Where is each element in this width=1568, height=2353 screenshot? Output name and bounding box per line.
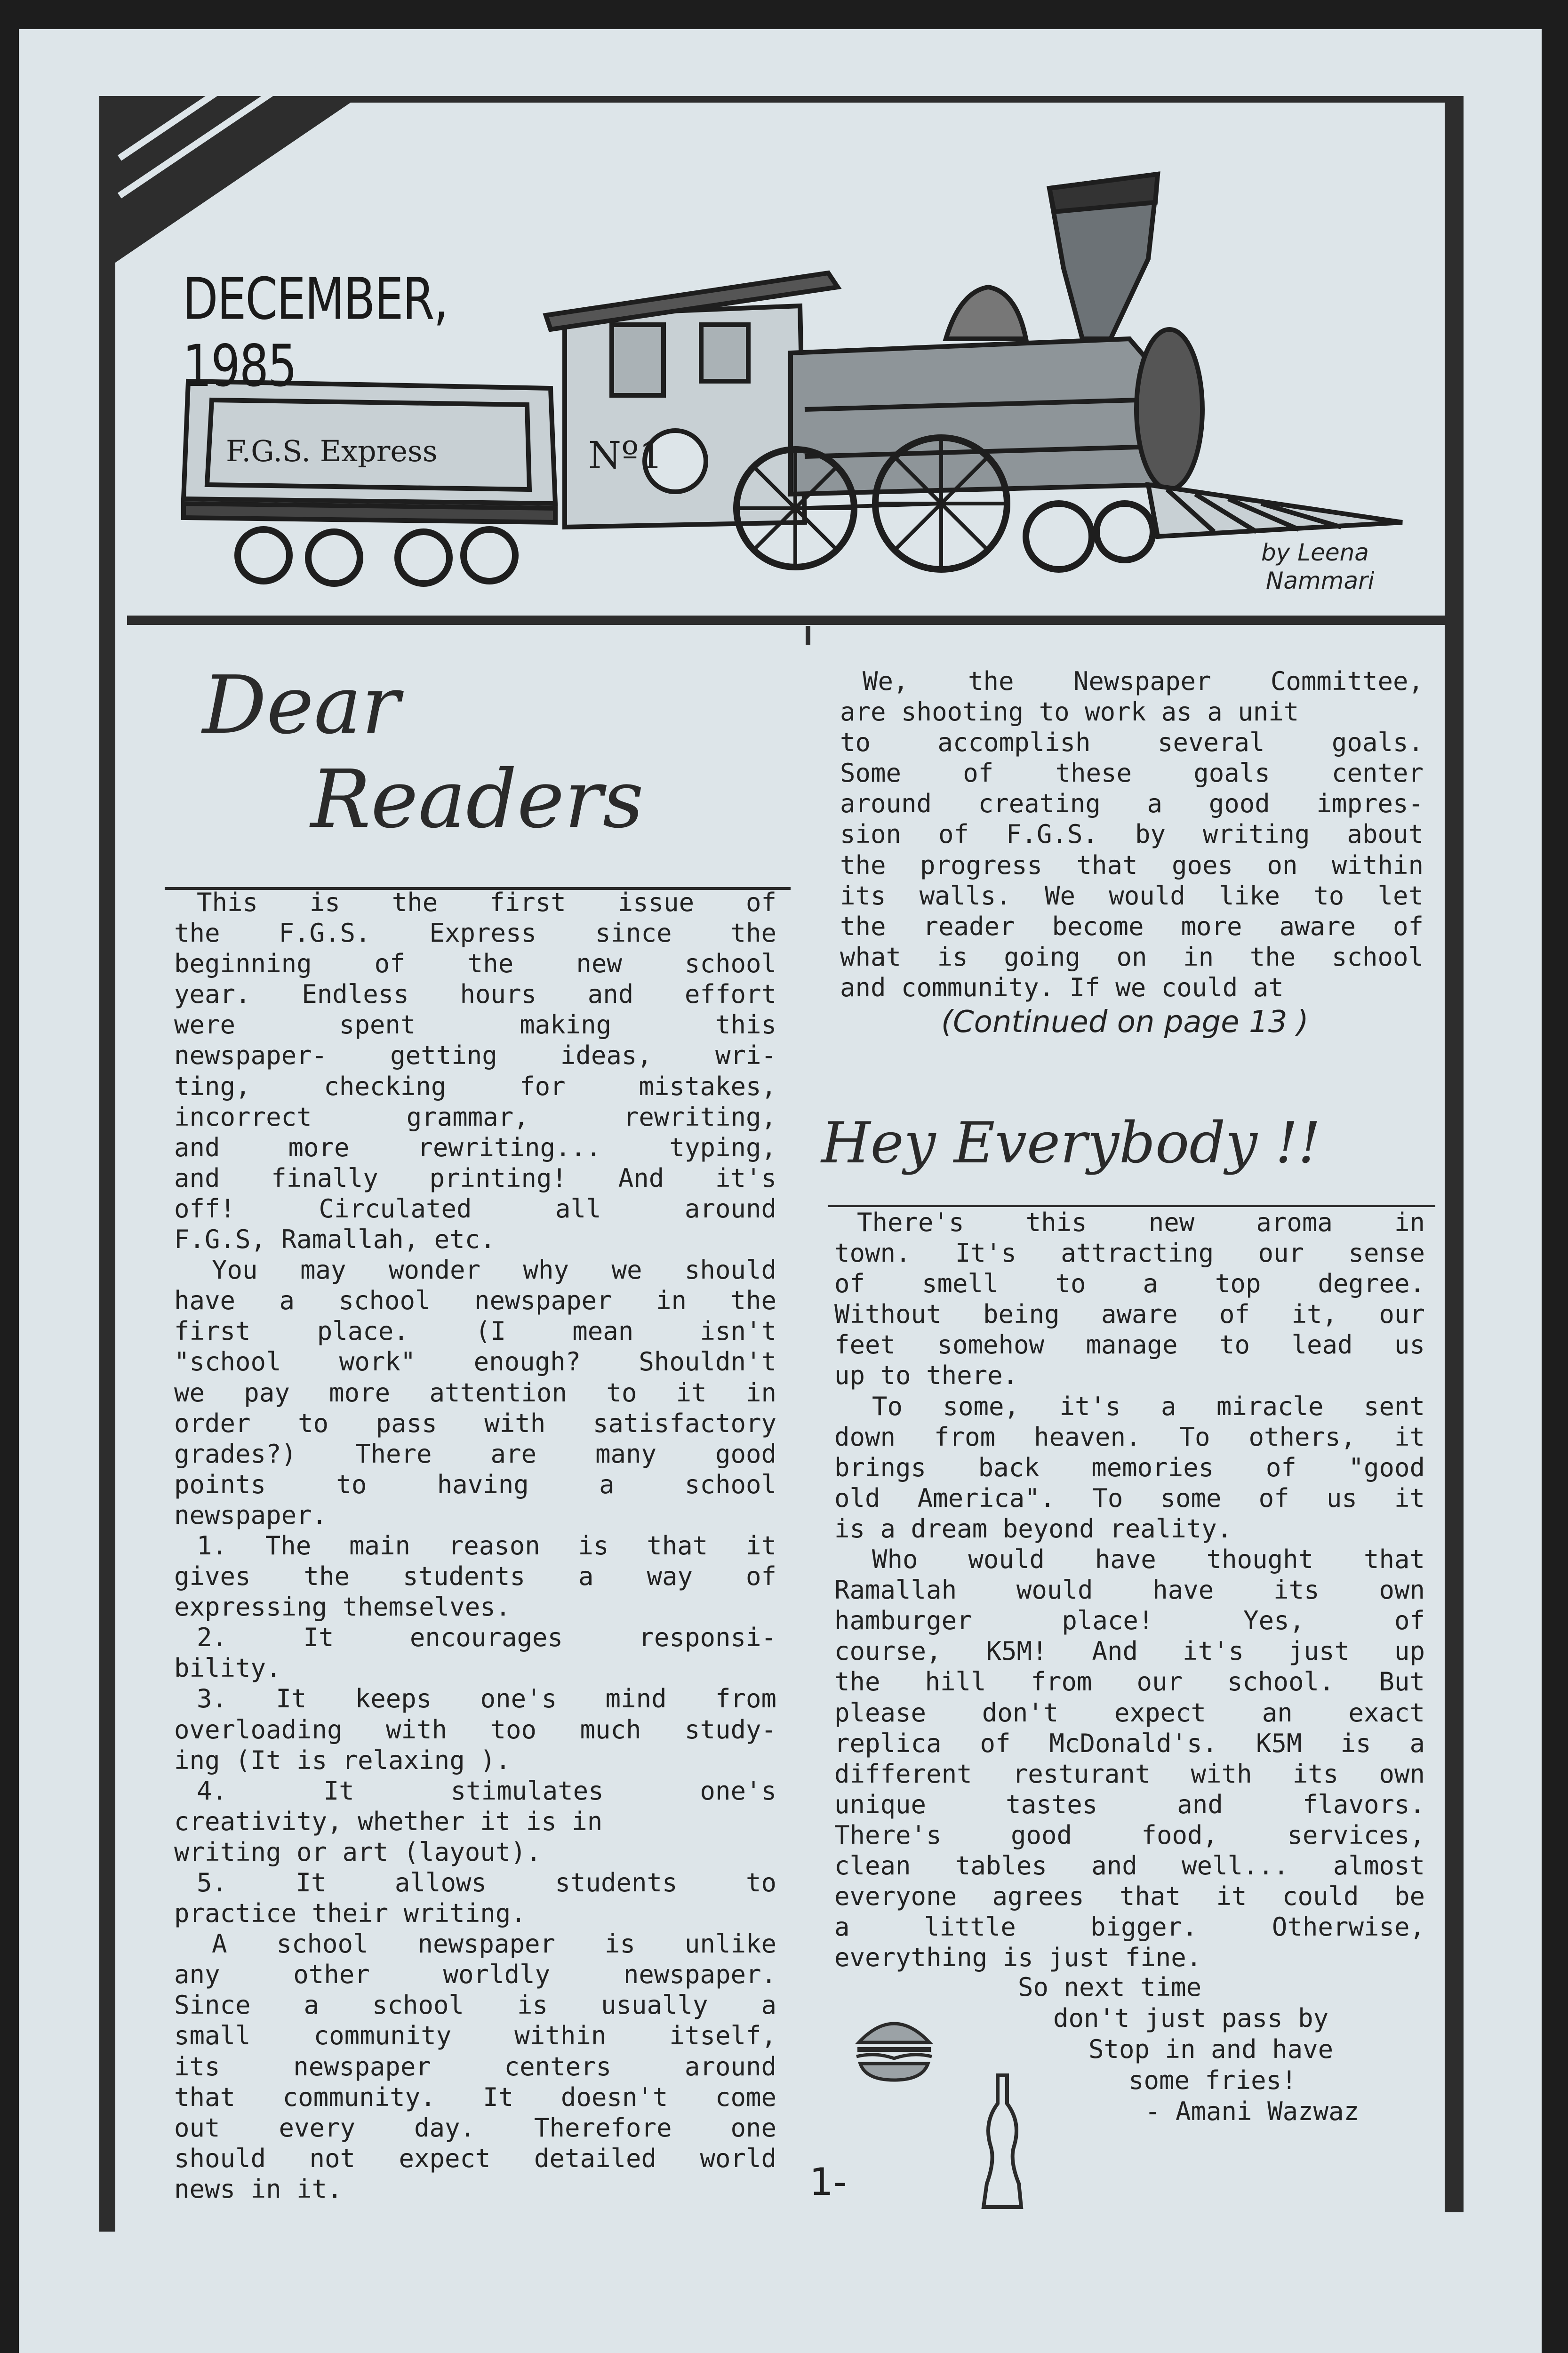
tender-label: F.G.S. Express xyxy=(226,434,438,468)
text-line: course, K5M! And it's just up xyxy=(834,1636,1425,1666)
issue-date: DECEMBER, 1985 xyxy=(183,266,448,400)
text-line: different resturant with its own xyxy=(834,1759,1425,1789)
text-line: We, the Newspaper Committee, xyxy=(863,666,1424,696)
text-line: Who would have thought that xyxy=(872,1545,1425,1575)
text-line: A school newspaper is unlike xyxy=(212,1929,776,1959)
dear-readers-heading-line2: Readers xyxy=(311,753,644,846)
frame-top-border xyxy=(99,96,1464,103)
text-line: writing or art (layout). xyxy=(174,1837,542,1867)
text-line: expressing themselves. xyxy=(174,1592,511,1622)
engine-number: Nº1 xyxy=(588,433,663,477)
text-line: sion of F.G.S. by writing about xyxy=(840,819,1424,849)
text-line: order to pass with satisfactory xyxy=(174,1408,776,1438)
text-line: There's good food, services, xyxy=(834,1820,1425,1850)
text-line: hamburger place! Yes, of xyxy=(834,1606,1425,1636)
text-line: off! Circulated all around xyxy=(174,1193,776,1224)
text-line: grades?) There are many good xyxy=(174,1439,776,1469)
text-line: the reader become more aware of xyxy=(840,911,1424,941)
text-line: clean tables and well... almost xyxy=(834,1850,1425,1881)
text-line: Ramallah would have its own xyxy=(834,1575,1425,1605)
text-line: There's this new aroma in xyxy=(857,1208,1425,1237)
dear-readers-heading-line1: Dear xyxy=(202,659,400,752)
text-line: are shooting to work as a unit xyxy=(840,697,1299,727)
frame-right-border xyxy=(1445,101,1464,2212)
newspaper-committee-article xyxy=(840,666,1424,1005)
signoff-line: don't just pass by xyxy=(1053,2003,1329,2033)
text-line: its newspaper centers around xyxy=(174,2051,776,2081)
frame-left-border xyxy=(99,96,115,2232)
text-line: any other worldly newspaper. xyxy=(174,1960,776,1990)
text-line: incorrect grammar, rewriting, xyxy=(174,1102,776,1132)
bottle-icon xyxy=(976,2071,1028,2212)
text-line: everyone agrees that it could be xyxy=(834,1881,1425,1912)
text-line: out every day. Therefore one xyxy=(174,2113,776,2143)
text-line: F.G.S, Ramallah, etc. xyxy=(174,1225,496,1255)
text-line: around creating a good impres- xyxy=(840,789,1424,819)
column-divider xyxy=(806,626,810,645)
text-line: the hill from our school. But xyxy=(834,1667,1425,1697)
text-line: a little bigger. Otherwise, xyxy=(834,1912,1425,1942)
text-line: 3. It keeps one's mind from xyxy=(197,1684,776,1714)
text-line: 2. It encourages responsi- xyxy=(197,1623,776,1653)
dear-readers-article xyxy=(174,887,776,2219)
text-line: To some, it's a miracle sent xyxy=(872,1391,1425,1421)
text-line: Since a school is usually a xyxy=(174,1990,776,2020)
signoff-line: So next time xyxy=(1018,1972,1202,2002)
train-illustration xyxy=(179,118,1421,612)
hamburger-icon xyxy=(852,2009,936,2085)
text-line: should not expect detailed world xyxy=(174,2143,776,2173)
hey-everybody-heading: Hey Everybody !! xyxy=(821,1111,1321,1176)
text-line: brings back memories of "good xyxy=(834,1452,1425,1482)
text-line: beginning of the new school xyxy=(174,949,776,979)
text-line: ting, checking for mistakes, xyxy=(174,1071,776,1101)
text-line: small community within itself, xyxy=(174,2021,776,2051)
text-line: Without being aware of it, our xyxy=(834,1299,1425,1329)
text-line: up to there. xyxy=(834,1361,1018,1391)
text-line: Some of these goals center xyxy=(840,758,1424,788)
text-line: and finally printing! And it's xyxy=(174,1163,776,1193)
text-line: what is going on in the school xyxy=(840,942,1424,972)
author-name: - Amani Wazwaz xyxy=(1145,2097,1360,2126)
text-line: gives the students a way of xyxy=(174,1561,776,1592)
continued-note: (Continued on page 13 ) xyxy=(941,1005,1309,1040)
text-line: we pay more attention to it in xyxy=(174,1377,776,1408)
text-line: old America". To some of us it xyxy=(834,1483,1425,1513)
text-line: down from heaven. To others, it xyxy=(834,1422,1425,1452)
text-line: You may wonder why we should xyxy=(212,1255,776,1285)
text-line: This is the first issue of xyxy=(197,888,776,917)
page-number: 1- xyxy=(809,2160,847,2204)
text-line: and community. If we could at xyxy=(840,972,1284,1002)
text-line: "school work" enough? Shouldn't xyxy=(174,1347,776,1377)
text-line: of smell to a top degree. xyxy=(834,1269,1425,1299)
text-line: that community. It doesn't come xyxy=(174,2082,776,2112)
text-line: newspaper- getting ideas, wri- xyxy=(174,1040,776,1071)
text-line: please don't expect an exact xyxy=(834,1697,1425,1728)
text-line: points to having a school xyxy=(174,1469,776,1499)
text-line: practice their writing. xyxy=(174,1898,526,1929)
text-line: unique tastes and flavors. xyxy=(834,1789,1425,1819)
text-line: bility. xyxy=(174,1653,281,1683)
text-line: have a school newspaper in the xyxy=(174,1286,776,1316)
text-line: newspaper. xyxy=(174,1500,328,1530)
text-line: the progress that goes on within xyxy=(840,850,1424,880)
signoff-line: Stop in and have xyxy=(1088,2034,1334,2064)
text-line: news in it. xyxy=(174,2174,343,2204)
text-line: feet somehow manage to lead us xyxy=(834,1330,1425,1360)
text-line: the F.G.S. Express since the xyxy=(174,918,776,948)
text-line: is a dream beyond reality. xyxy=(834,1513,1232,1544)
text-line: to accomplish several goals. xyxy=(840,728,1424,758)
text-line: creativity, whether it is in xyxy=(174,1806,603,1836)
text-line: its walls. We would like to let xyxy=(840,880,1424,911)
signoff-line: some fries! xyxy=(1128,2065,1297,2095)
masthead-rule xyxy=(127,616,1445,625)
text-line: were spent making this xyxy=(174,1010,776,1040)
text-line: 4. It stimulates one's xyxy=(197,1776,776,1806)
art-credit-by: by Leena xyxy=(1261,539,1369,566)
text-line: replica of McDonald's. K5M is a xyxy=(834,1728,1425,1758)
text-line: first place. (I mean isn't xyxy=(174,1316,776,1346)
text-line: year. Endless hours and effort xyxy=(174,979,776,1009)
text-line: town. It's attracting our sense xyxy=(834,1238,1425,1268)
text-line: 5. It allows students to xyxy=(197,1868,776,1897)
text-line: overloading with too much study- xyxy=(174,1714,776,1745)
text-line: 1. The main reason is that it xyxy=(197,1530,776,1561)
text-line: and more rewriting... typing, xyxy=(174,1132,776,1162)
text-line: everything is just fine. xyxy=(834,1943,1202,1973)
art-credit-name: Nammari xyxy=(1266,567,1375,594)
text-line: ing (It is relaxing ). xyxy=(174,1745,511,1775)
